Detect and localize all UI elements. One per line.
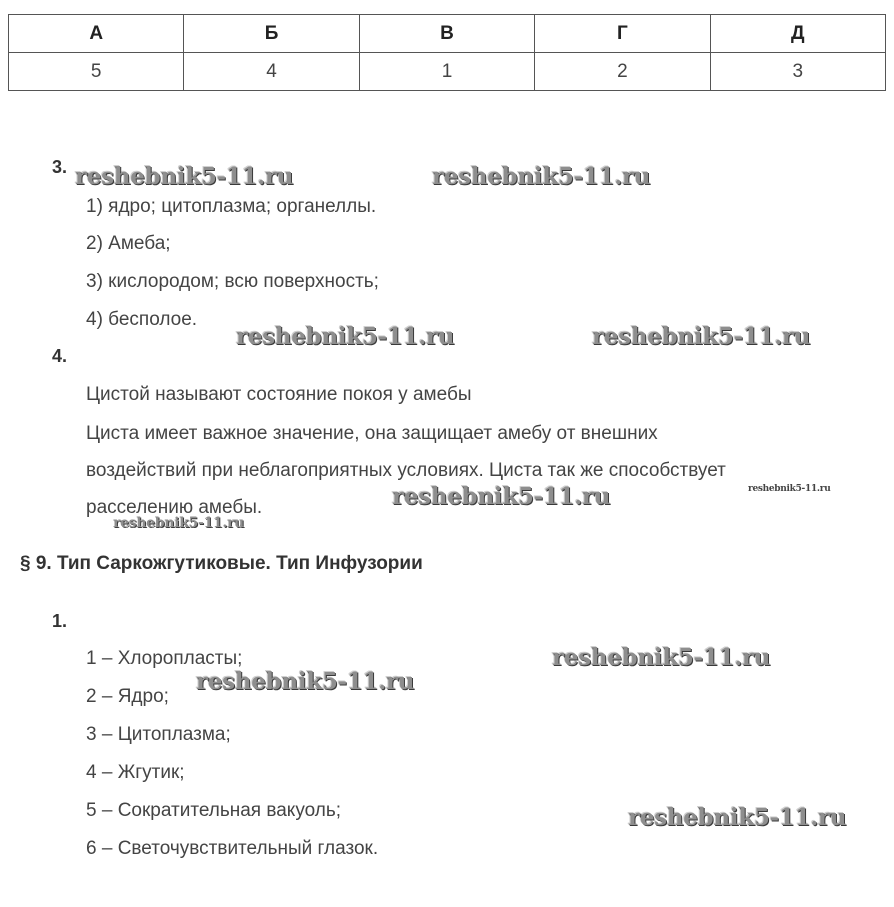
table-cell: 5 — [9, 53, 184, 91]
watermark: reshebnik5-11.ru — [113, 515, 244, 531]
watermark: reshebnik5-11.ru — [628, 804, 847, 831]
watermark: reshebnik5-11.ru — [748, 484, 831, 494]
q3-answer-2: 2) Амеба; — [86, 233, 171, 254]
q3-answer-3: 3) кислородом; всю поверхность; — [86, 271, 379, 292]
question-4-number: 4. — [52, 346, 68, 366]
s9-q1-item-1: 1 – Хлоропласты; — [86, 648, 243, 669]
question-3-number: 3. — [52, 157, 68, 177]
s9-q1-item-3: 3 – Цитоплазма; — [86, 724, 231, 745]
table-cell: 4 — [184, 53, 359, 91]
table-header-cell: Б — [184, 15, 359, 53]
table-cell: 1 — [359, 53, 534, 91]
q3-answer-4: 4) бесполое. — [86, 309, 198, 330]
q3-answer-1: 1) ядро; цитоплазма; органеллы. — [86, 196, 377, 217]
watermark: reshebnik5-11.ru — [552, 644, 771, 671]
watermark: reshebnik5-11.ru — [592, 323, 811, 350]
answer-table — [8, 14, 886, 91]
s9-q1-item-6: 6 – Светочувствительный глазок. — [86, 838, 379, 859]
watermark: reshebnik5-11.ru — [236, 323, 455, 350]
section9-question-1-number: 1. — [52, 611, 68, 631]
table-header-cell: Д — [710, 15, 885, 53]
watermark: reshebnik5-11.ru — [75, 163, 294, 190]
s9-q1-item-4: 4 – Жгутик; — [86, 762, 185, 783]
table-header-cell: А — [9, 15, 184, 53]
watermark: reshebnik5-11.ru — [196, 668, 415, 695]
watermark: reshebnik5-11.ru — [432, 163, 651, 190]
table-header-row — [9, 15, 886, 53]
q4-line-3: воздействий при неблагоприятных условиях. Циста так же способствует — [86, 460, 726, 481]
table-cell: 2 — [535, 53, 710, 91]
table-cell: 3 — [710, 53, 885, 91]
s9-q1-item-2: 2 – Ядро; — [86, 686, 169, 707]
watermark: reshebnik5-11.ru — [392, 483, 611, 510]
q4-line-2: Циста имеет важное значение, она защищает амебу от внешних — [86, 423, 658, 444]
q4-line-1: Цистой называют состояние покоя у амебы — [86, 384, 472, 405]
s9-q1-item-5: 5 – Сократительная вакуоль; — [86, 800, 342, 821]
section-title: § 9. Тип Саркожгутиковые. Тип Инфузории — [20, 553, 423, 574]
table-row — [9, 53, 886, 91]
table-header-cell: Г — [535, 15, 710, 53]
q4-line-4: расселению амебы. — [86, 497, 263, 518]
table-header-cell: В — [359, 15, 534, 53]
